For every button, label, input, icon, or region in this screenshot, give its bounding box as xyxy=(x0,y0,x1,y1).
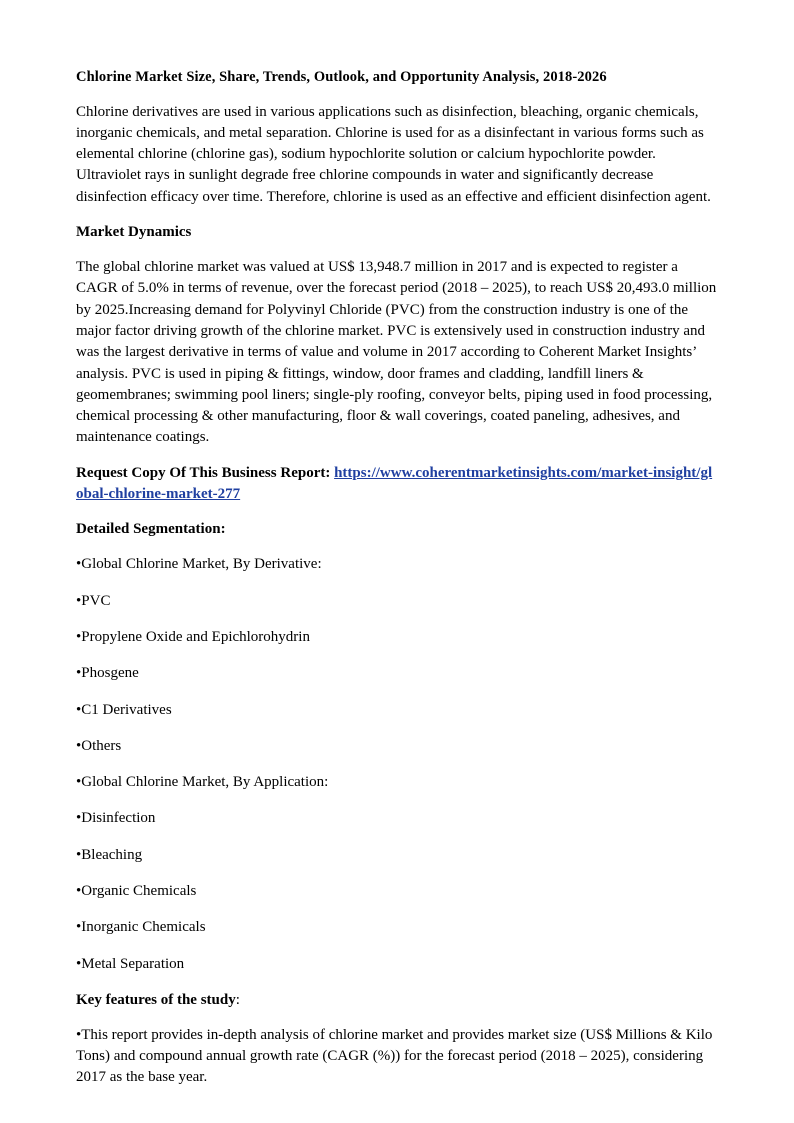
bullet-marker: • xyxy=(76,701,82,718)
market-dynamics-heading: Market Dynamics xyxy=(76,224,192,241)
list-item-label: Organic Chemicals xyxy=(81,882,197,899)
list-item-label: Metal Separation xyxy=(81,955,185,972)
list-item xyxy=(76,954,718,975)
list-item-label: Global Chlorine Market, By Application: xyxy=(81,774,329,791)
report-link[interactable]: https://www.coherentmarketinsights.com/market-insight/global-chlorine-market-277 xyxy=(76,464,713,503)
list-item-label: Disinfection xyxy=(81,810,156,827)
bullet-marker: • xyxy=(76,628,82,645)
key-features-bullet: •This report provides in-depth analysis of chlorine market and provides market size (US$ Millions & Kilo Tons) and compound annual growth rate (CAGR (%)) for the forecast period (2018 – 2025), considering 2017 as the base year. xyxy=(76,1026,713,1086)
bullet-marker: • xyxy=(76,592,82,609)
bullet-marker: • xyxy=(76,556,82,573)
key-features-heading xyxy=(76,990,718,1011)
list-item-label: Propylene Oxide and Epichlorohydrin xyxy=(81,628,310,645)
bullet-marker: • xyxy=(76,882,82,899)
market-dynamics-paragraph: The global chlorine market was valued at US$ 13,948.7 million in 2017 and is expected to register a CAGR of 5.0% in terms of revenue, over the forecast period (2018 – 2025), to reach US$ 20,493.0 million by 2025.Increasing demand for Polyvinyl Chloride (PVC) from the construction industry is one of the major factor driving growth of the chlorine market. PVC is extensively used in construction industry and was the largest derivative in terms of value and volume in 2017 according to Coherent Market Insights’ analysis. PVC is used in piping & fittings, window, door frames and cladding, landfill liners & geomembranes; swimming pool liners; single-ply roofing, conveyor belts, piping used in food processing, chemical processing & other manufacturing, floor & wall coverings, coated paneling, adhesives, and maintenance coatings. xyxy=(76,259,717,446)
list-item-label: Inorganic Chemicals xyxy=(81,919,206,936)
intro-paragraph: Chlorine derivatives are used in various applications such as disinfection, bleaching, organic chemicals, inorganic chemicals, and metal separation. Chlorine is used for as a disinfectant in various forms such as elemental chlorine (chlorine gas), sodium hypochlorite solution or calcium hypochlorite powder. Ultraviolet rays in sunlight degrade free chlorine compounds in water and significantly decrease disinfection efficacy over time. Therefore, chlorine is used as an effective and efficient disinfection agent. xyxy=(76,103,711,205)
bullet-marker: • xyxy=(76,810,82,827)
list-item xyxy=(76,881,718,902)
list-item xyxy=(76,591,718,612)
list-item xyxy=(76,808,718,829)
bullet-marker: • xyxy=(76,955,82,972)
list-item-label: Global Chlorine Market, By Derivative: xyxy=(81,556,322,573)
list-item-label: Bleaching xyxy=(81,846,143,863)
list-item xyxy=(76,627,718,648)
list-item-label: Others xyxy=(81,737,122,754)
list-item-label: Phosgene xyxy=(81,665,139,682)
list-item xyxy=(76,700,718,721)
page-title: Chlorine Market Size, Share, Trends, Outlook, and Opportunity Analysis, 2018-2026 xyxy=(76,69,607,85)
list-item xyxy=(76,917,718,938)
key-features-colon: : xyxy=(235,991,240,1008)
list-item xyxy=(76,845,718,866)
bullet-marker: • xyxy=(76,737,82,754)
segmentation-bullet-list xyxy=(76,554,718,975)
list-item-label: C1 Derivatives xyxy=(81,701,172,718)
bullet-marker: • xyxy=(76,665,82,682)
bullet-marker: • xyxy=(76,919,82,936)
list-item xyxy=(76,554,718,575)
bullet-marker: • xyxy=(76,774,82,791)
list-item xyxy=(76,736,718,757)
request-report-line xyxy=(76,463,718,506)
list-item xyxy=(76,772,718,793)
bullet-marker: • xyxy=(76,846,82,863)
list-item-label: PVC xyxy=(81,592,111,609)
request-report-label: Request Copy Of This Business Report: xyxy=(76,464,335,481)
list-item xyxy=(76,663,718,684)
key-features-label: Key features of the study xyxy=(76,991,236,1008)
detailed-segmentation-heading: Detailed Segmentation: xyxy=(76,521,226,538)
